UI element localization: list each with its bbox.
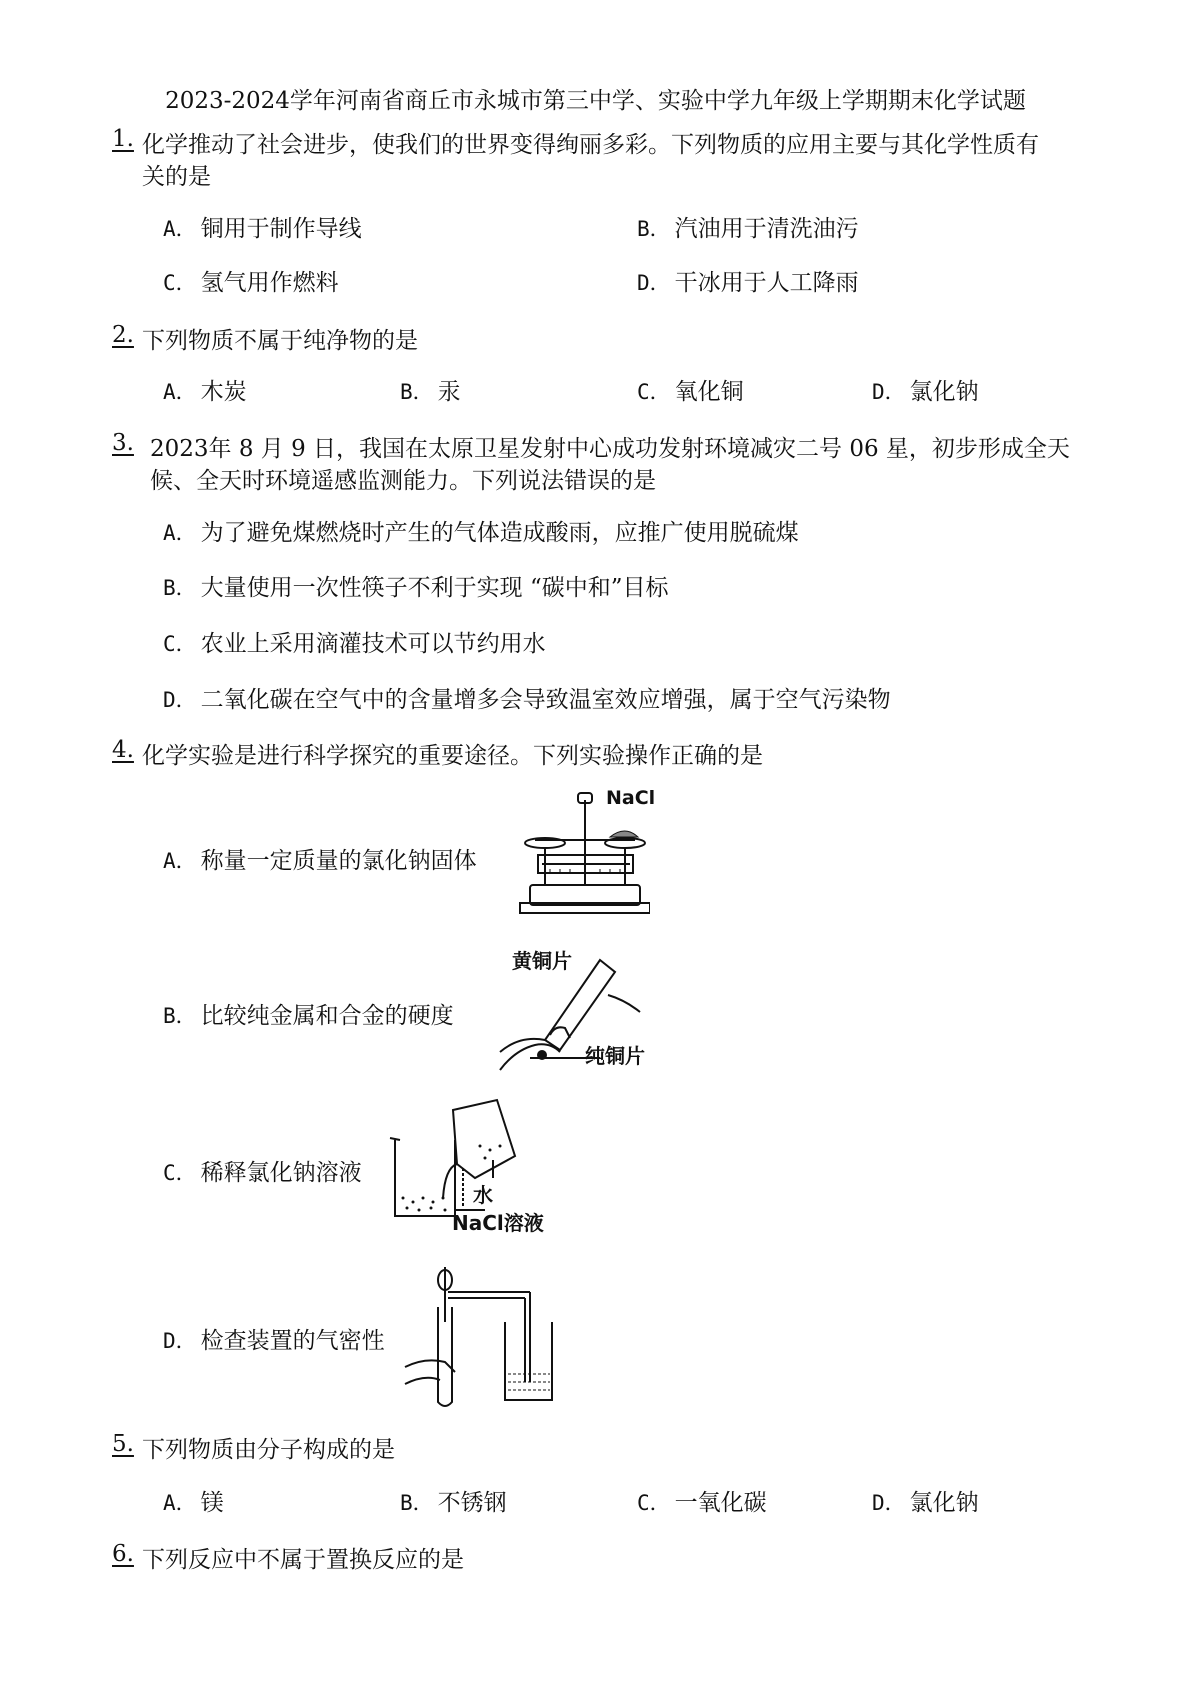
option-b[interactable]: B． 汞 (400, 379, 461, 405)
option-c[interactable]: C． 氢气用作燃料 (163, 270, 339, 296)
figure-label: NaCl溶液 (452, 1211, 544, 1235)
figure-label: 黄铜片 (512, 949, 572, 973)
option-a[interactable]: A． 为了避免煤燃烧时产生的气体造成酸雨，应推广使用脱硫煤 (163, 520, 799, 546)
option-a[interactable]: A． 称量一定质量的氯化钠固体 (163, 848, 477, 874)
page-title: 2023-2024学年河南省商丘市永城市第三中学、实验中学九年级上学期期末化学试题 (165, 88, 1026, 114)
figure-label: NaCl (606, 787, 656, 809)
figure-label: 水 (473, 1183, 493, 1207)
option-b[interactable]: B． 不锈钢 (400, 1490, 507, 1516)
airtightness-figure (400, 1262, 560, 1412)
figure-label: 纯铜片 (585, 1044, 645, 1068)
question-stem-line: 下列物质由分子构成的是 (142, 1437, 395, 1463)
option-c[interactable]: C． 农业上采用滴灌技术可以节约用水 (163, 631, 546, 657)
question-number: 3. (112, 430, 134, 456)
option-c[interactable]: C． 稀释氯化钠溶液 (163, 1160, 362, 1186)
option-a[interactable]: A． 镁 (163, 1490, 224, 1516)
question-number: 2. (112, 322, 134, 348)
option-d[interactable]: D． 干冰用于人工降雨 (637, 270, 859, 296)
option-b[interactable]: B． 汽油用于清洗油污 (637, 216, 859, 242)
option-d[interactable]: D． 氯化钠 (872, 1490, 979, 1516)
question-stem-line: 化学实验是进行科学探究的重要途径。下列实验操作正确的是 (142, 743, 763, 769)
option-b[interactable]: B． 比较纯金属和合金的硬度 (163, 1003, 454, 1029)
question-number: 6. (112, 1541, 134, 1567)
option-b[interactable]: B． 大量使用一次性筷子不利于实现 “碳中和”目标 (163, 575, 669, 601)
option-a[interactable]: A． 铜用于制作导线 (163, 216, 362, 242)
question-stem-line: 候、全天时环境遥感监测能力。下列说法错误的是 (150, 468, 656, 494)
question-stem-line: 下列物质不属于纯净物的是 (142, 328, 418, 354)
option-d[interactable]: D． 二氧化碳在空气中的含量增多会导致温室效应增强，属于空气污染物 (163, 687, 891, 713)
option-c[interactable]: C． 一氧化碳 (637, 1490, 767, 1516)
question-stem-line: 2023年 8 月 9 日，我国在太原卫星发射中心成功发射环境减灾二号 06 星，初步形成全天 (150, 436, 1070, 462)
question-number: 4. (112, 737, 134, 763)
option-c[interactable]: C． 氧化铜 (637, 379, 744, 405)
option-d[interactable]: D． 检查装置的气密性 (163, 1328, 385, 1354)
question-number: 5. (112, 1431, 134, 1457)
question-stem-line: 化学推动了社会进步，使我们的世界变得绚丽多彩。下列物质的应用主要与其化学性质有 (142, 132, 1039, 158)
question-stem-line: 关的是 (142, 164, 211, 190)
question-number: 1. (112, 126, 134, 152)
question-stem-line: 下列反应中不属于置换反应的是 (142, 1547, 464, 1573)
option-a[interactable]: A． 木炭 (163, 379, 247, 405)
option-d[interactable]: D． 氯化钠 (872, 379, 979, 405)
